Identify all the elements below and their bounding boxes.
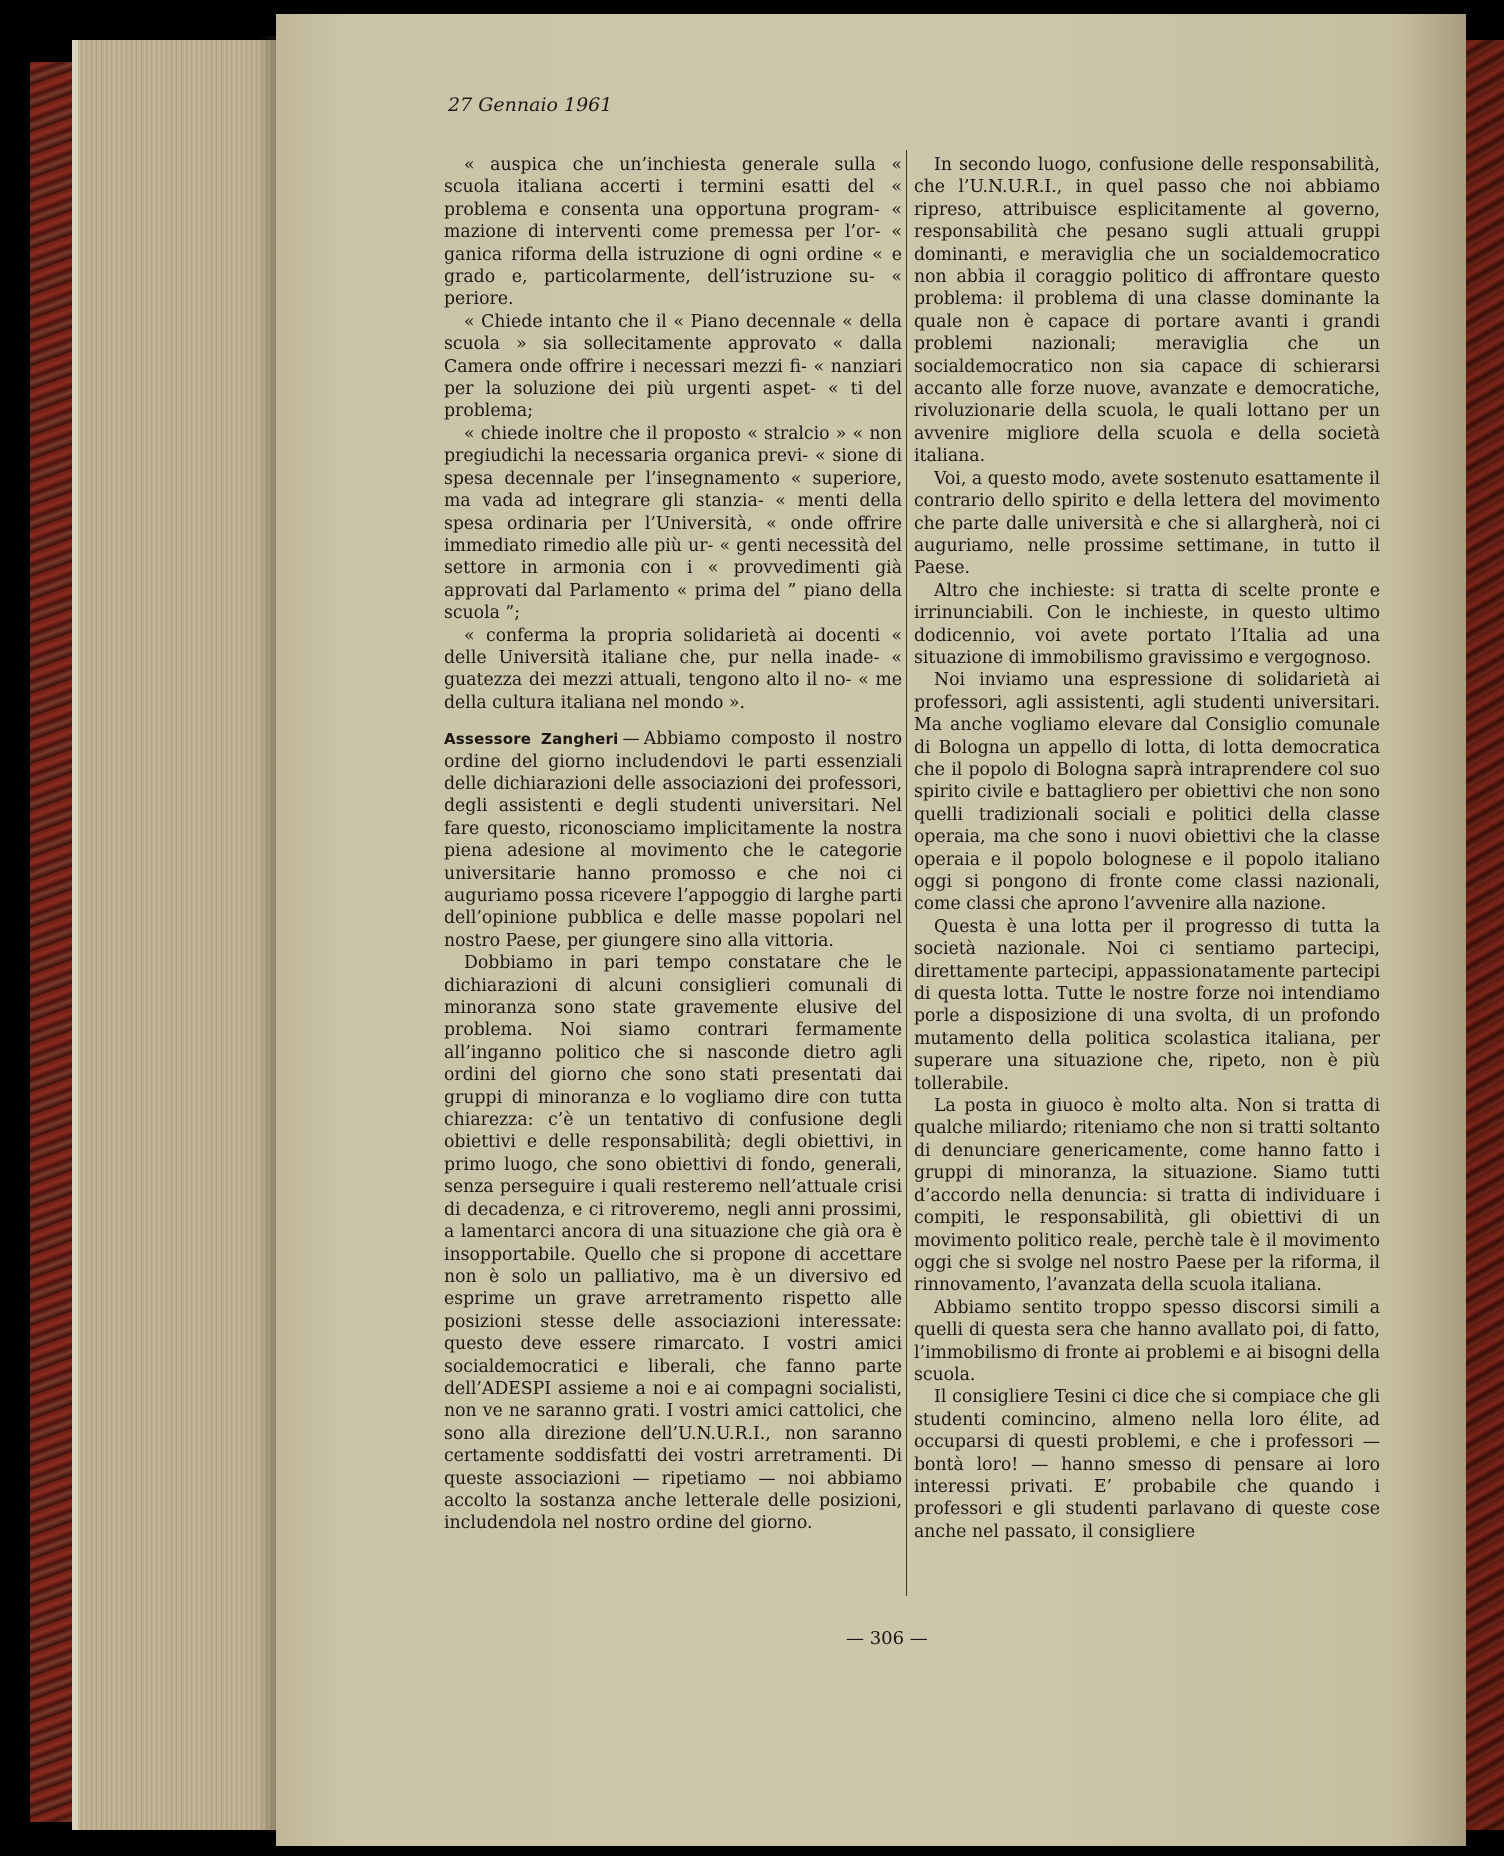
quote-paragraph: « Chiede intanto che il « Piano decennale « della scuola » sia sollecitamente approvato « dalla Camera onde offrire i necessari mezzi fi- « nanziari per la soluzione dei più urgenti aspet- « ti del problema; xyxy=(444,311,902,422)
body-paragraph: In secondo luogo, confusione delle responsabilità, che l’U.N.U.R.I., in quel passo che noi abbiamo ripreso, attribuisce esplicitamente al governo, responsabilità che pesano sugli attuali gruppi dominanti, e meraviglia che un socialdemocratico non abbia il coraggio politico di affrontare questo problema: il problema di una classe dominante la quale non è capace di portare avanti i grandi problemi nazionali; meraviglia che un socialdemocratico non sia capace di schierarsi accanto alle forze nuove, avanzate e democratiche, rivoluzionarie della scuola, le quali lottano per un avvenire migliore della scuola e della società italiana. xyxy=(914,155,1380,467)
quote-paragraph: « conferma la propria solidarietà ai docenti « delle Università italiane che, pur nella inade- « guatezza dei mezzi attuali, tengono alto il no- « me della cultura italiana nel mondo ». xyxy=(444,625,902,713)
body-paragraph: Altro che inchieste: si tratta di scelte pronte e irrinunciabili. Con le inchieste, in questo ultimo dodicennio, voi avete portato l’Italia ad una situazione di immobilismo gravissimo e vergognoso. xyxy=(914,580,1380,668)
speech-text: Abbiamo composto il nostro ordine del giorno includendovi le parti essenziali delle dichiarazioni delle associazioni dei professori, degli assistenti e degli studenti universitari. Nel fare questo, riconosciamo implicitamente la nostra piena adesione al movimento che le categorie universitarie hanno promosso e che noi ci auguriamo possa ricevere l’appoggio di larghe parti dell’opinione pubblica e delle masse popolari nel nostro Paese, per giungere sino alla vittoria. xyxy=(444,729,902,951)
speaker-dash: — xyxy=(622,729,640,750)
book-binding-right xyxy=(1466,40,1504,1830)
quote-paragraph: « chiede inoltre che il proposto « stralcio » « non pregiudichi la necessaria organica previ- « sione di spesa decennale per l’insegnamento « superiore, ma vada ad integrare gli stanzia- « menti della spesa ordinaria per l’Università, « onde offrire immediato rimedio alle più ur- « genti necessità del settore in armonia con i « provvedimenti già approvati dal Parlamento « prima del ” piano della scuola ”; xyxy=(444,423,902,624)
body-paragraph: Il consigliere Tesini ci dice che si compiace che gli studenti comincino, almeno nella loro élite, ad occuparsi di questi problemi, e che i professori — bontà loro! — hanno smesso di pensare ai loro interessi privati. E’ probabile che quando i professori e gli studenti parlavano di queste cose anche nel passato, il consigliere xyxy=(914,1387,1380,1542)
column-divider xyxy=(906,150,907,1596)
body-paragraph: Voi, a questo modo, avete sostenuto esattamente il contrario dello spirito e della lettera del movimento che parte dalle università e che si allargherà, noi ci auguriamo, nelle prossime settimane, in tutto il Paese. xyxy=(914,468,1380,579)
right-text-column xyxy=(914,154,1380,1543)
quote-paragraph: « auspica che un’inchiesta generale sulla « scuola italiana accerti i termini esatti del « problema e consenta una opportuna program- « mazione di interventi come premessa per l’or- « ganica riforma della istruzione di ogni ordine « e grado e, particolarmente, dell’istruzione su- « periore. xyxy=(444,155,902,310)
body-paragraph: La posta in giuoco è molto alta. Non si tratta di qualche miliardo; riteniamo che non si tratti soltanto di denunciare genericamente, come hanno fatto i gruppi di minoranza, la situazione. Siamo tutti d’accordo nella denuncia: si tratta di individuare i compiti, le responsabilità, gli obiettivi di un movimento politico reale, perchè tale è il movimento oggi che si svolge nel nostro Paese per la riforma, il rinnovamento, l’avanzata della scuola italiana. xyxy=(914,1096,1380,1296)
body-paragraph: Questa è una lotta per il progresso di tutta la società nazionale. Noi ci sentiamo partecipi, direttamente partecipi, appassionatamente partecipi di questa lotta. Tutte le nostre forze noi intendiamo porle a disposizione di una svolta, di un profondo mutamento della politica scolastica italiana, per superare una situazione che, ripeto, non è più tollerabile. xyxy=(914,916,1380,1094)
body-paragraph: Noi inviamo una espressione di solidarietà ai professori, agli assistenti, agli studenti universitari. Ma anche vogliamo elevare dal Consiglio comunale di Bologna un appello di lotta, di lotta democratica che il popolo di Bologna saprà intraprendere col suo spirito civile e battagliero per obiettivi che non sono quelli tradizionali sociali e politici della classe operaia, ma che sono i nuovi obiettivi che la classe operaia e il popolo bolognese e il popolo italiano oggi si pongono di fronte come classi nazionali, come classi che aprono l’avvenire alla nazione. xyxy=(914,670,1380,915)
speech-paragraph: Dobbiamo in pari tempo constatare che le dichiarazioni di alcuni consiglieri comunali di minoranza sono state gravemente elusive del problema. Noi siamo contrari fermamente all’inganno politico che si nasconde dietro agli ordini del giorno che sono stati presentati dai gruppi di minoranza e lo vogliamo dire con tutta chiarezza: c’è un tentativo di confusione degli obiettivi e delle responsabilità; degli obiettivi, in primo luogo, che sono obiettivi di fondo, generali, senza perseguire i quali resteremo nell’attuale crisi di decadenza, e ci ritroveremo, negli anni prossimi, a lamentarci ancora di una situazione che già ora è insopportabile. Quello che si propone di accettare non è solo un palliativo, ma è un diversivo ed esprime un grave arretramento rispetto alle posizioni stesse delle associazioni interessate: questo deve essere rimarcato. I vostri amici socialdemocratici e liberali, che fanno parte dell’ADESPI assieme a noi e ai compagni socialisti, non ve ne saranno grati. I vostri amici cattolici, che sono alla direzione dell’U.N.U.R.I., non saranno certamente soddisfatti dei vostri arretramenti. Di queste associazioni — ripetiamo — noi abbiamo accolto la sostanza anche letterale delle posizioni, includendola nel nostro ordine del giorno. xyxy=(444,953,902,1534)
page-number: — 306 — xyxy=(846,1628,928,1649)
book-binding-left xyxy=(30,62,75,1822)
speech-paragraph xyxy=(444,728,902,952)
book-page-edges xyxy=(72,40,288,1830)
body-paragraph: Abbiamo sentito troppo spesso discorsi simili a quelli di questa sera che hanno avallato poi, di fatto, l’immobilismo di fronte ai problemi e ai bisogni della scuola. xyxy=(914,1297,1380,1385)
speaker-name: Assessore Zangheri xyxy=(444,730,619,749)
left-text-column xyxy=(444,154,902,1535)
page-header-date: 27 Gennaio 1961 xyxy=(448,94,613,116)
